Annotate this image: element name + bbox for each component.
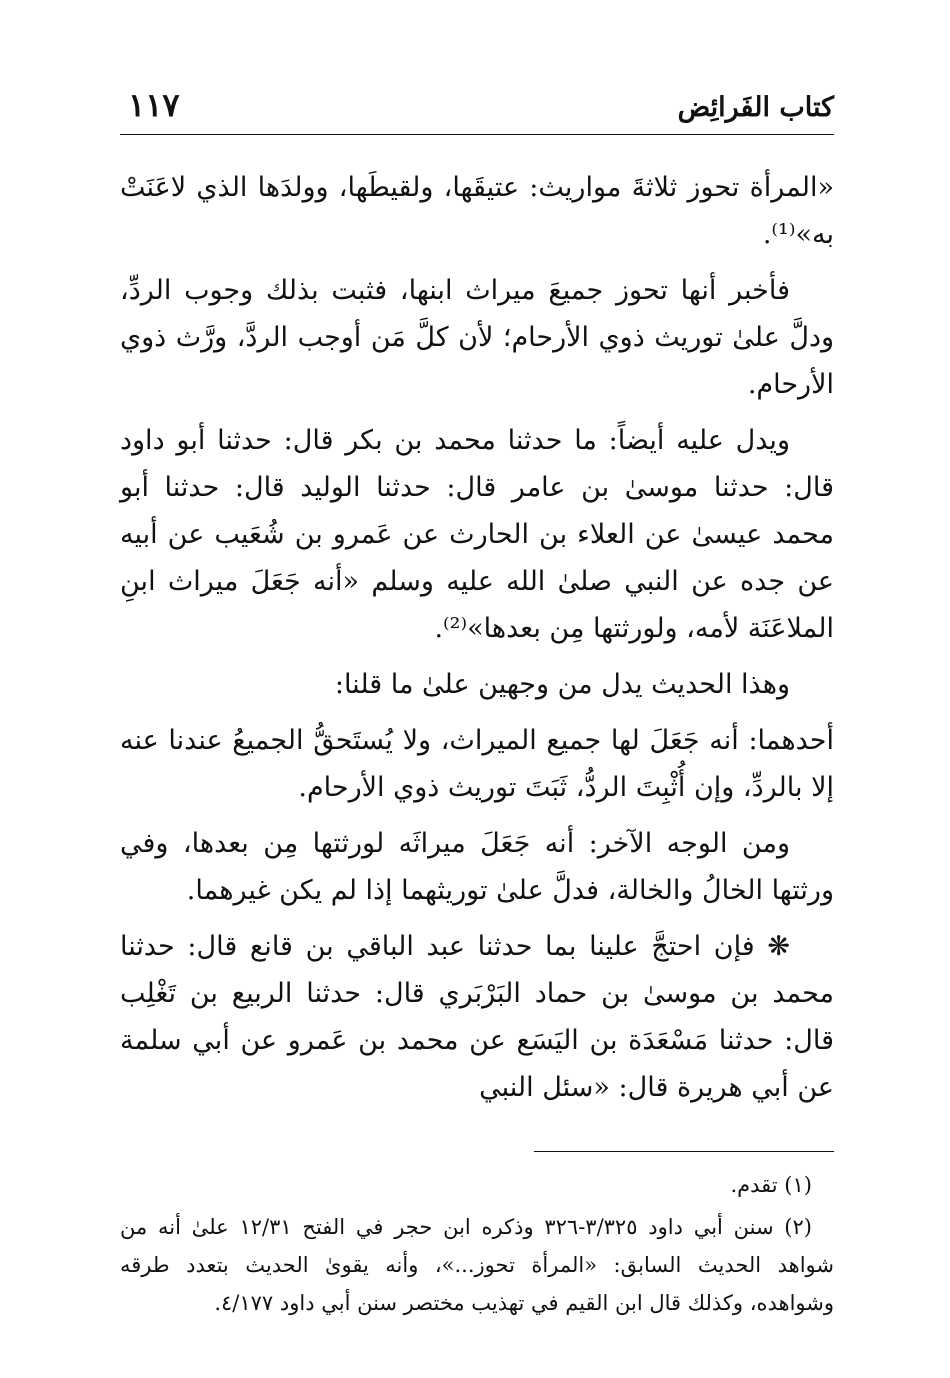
footnote-2: (٢) سنن أبي داود ٣/٣٢٥-٣٢٦ وذكره ابن حجر في الفتح ١٢/٣١ علىٰ أنه من شواهد الحديث السابق: «المرأة تحوز...»، وأنه يقوىٰ الحديث بتعدد طرقه وشواهده، وكذلك قال ابن القيم في تهذيب مختصر سنن أبي داود ٤/١٧٧.	[120, 1215, 834, 1315]
header-rule	[120, 134, 834, 135]
paragraph-2: فأخبر أنها تحوز جميعَ ميراث ابنها، فثبت بذلك وجوب الردِّ، ودلَّ علىٰ توريث ذوي الأرحام؛ لأن كلَّ مَن أوجب الردَّ، ورَّث ذوي الأرحام.	[120, 275, 834, 400]
paragraph-4: وهذا الحديث يدل من وجهين علىٰ ما قلنا:	[334, 669, 790, 700]
footnotes	[120, 1166, 834, 1322]
footnote-1: (١) تقدم.	[730, 1173, 812, 1197]
paragraph-5: أحدهما: أنه جَعَلَ لها جميع الميراث، ولا يُستَحقُّ الجميعُ عندنا عنه إلا بالردِّ، وإن أُثْبِتَ الردُّ، ثَبَتَ توريث ذوي الأرحام.	[120, 725, 834, 803]
paragraph-3: ويدل عليه أيضاً: ما حدثنا محمد بن بكر قال: حدثنا أبو داود قال: حدثنا موسىٰ بن عامر قال: حدثنا الوليد قال: حدثنا أبو محمد عيسىٰ عن العلاء بن الحارث عن عَمرو بن شُعَيب عن أبيه عن جده عن النبي صلىٰ الله عليه وسلم «أنه جَعَلَ ميراث ابنِ الملاعَنَة لأمه، ولورثتها مِن بعدها»⁽²⁾.	[120, 425, 834, 644]
paragraph-1: «المرأة تحوز ثلاثةَ مواريث: عتيقَها، ولقيطَها، وولدَها الذي لاعَنَتْ به»⁽¹⁾.	[120, 172, 834, 250]
main-text	[120, 164, 834, 1111]
book-page	[120, 70, 834, 1326]
paragraph-6: ومن الوجه الآخر: أنه جَعَلَ ميراثَه لورثتها مِن بعدها، وفي ورثتها الخالُ والخالة، فدلَّ علىٰ توريثهما إذا لم يكن غيرهما.	[120, 828, 834, 906]
chapter-title: كتاب الفَرائِض	[677, 92, 834, 123]
page-header	[120, 70, 834, 130]
footnote-separator	[534, 1151, 834, 1152]
paragraph-7: ❋ فإن احتجَّ علينا بما حدثنا عبد الباقي بن قانع قال: حدثنا محمد بن موسىٰ بن حماد البَرْبَري قال: حدثنا الربيع بن تَغْلِب قال: حدثنا مَسْعَدَة بن اليَسَع عن محمد بن عَمرو عن أبي سلمة عن أبي هريرة قال: «سئل النبي	[120, 931, 834, 1103]
page-number: ١١٧	[128, 86, 180, 124]
